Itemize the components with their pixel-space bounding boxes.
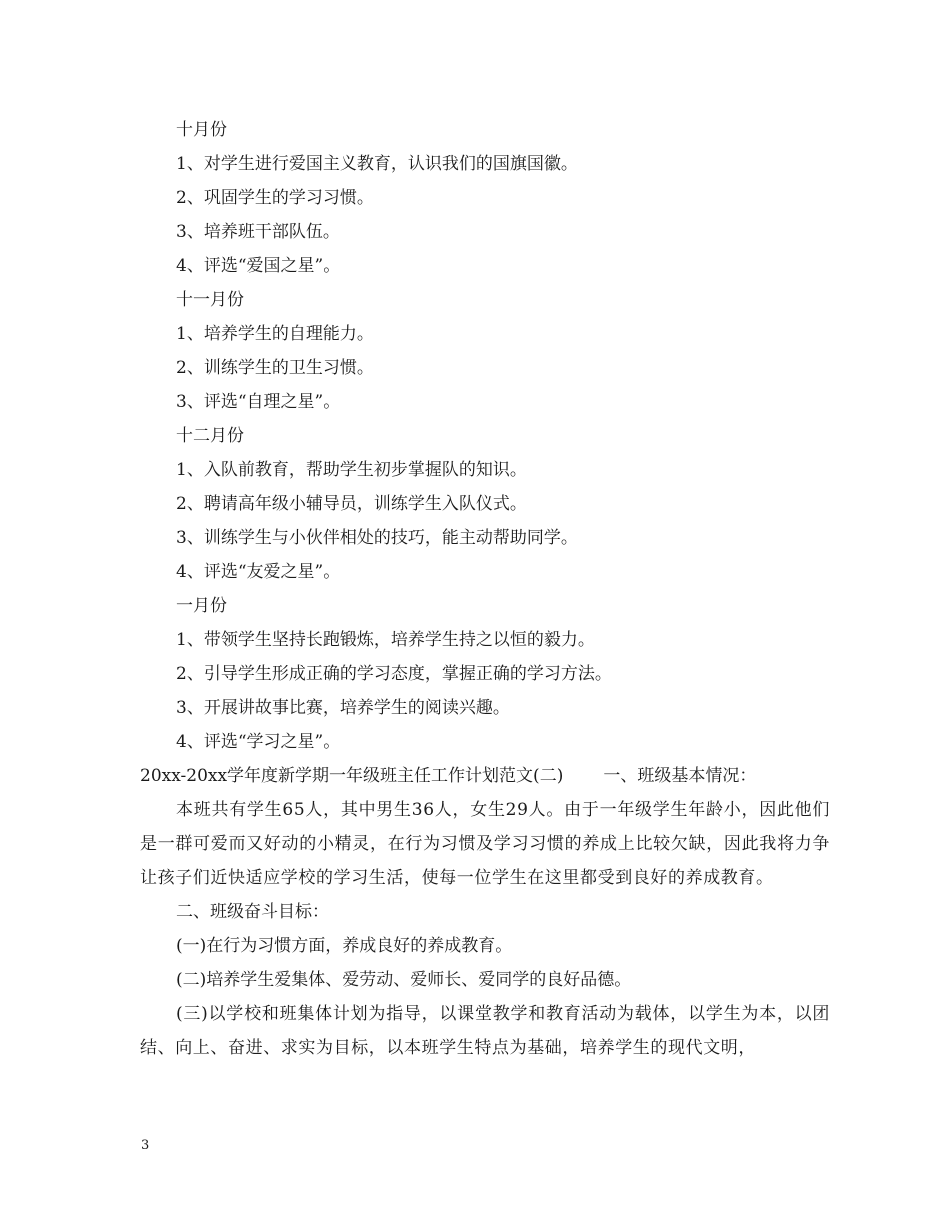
list-item: 1、培养学生的自理能力。 <box>176 324 374 344</box>
document-body <box>140 113 830 1065</box>
list-item: 1、对学生进行爱国主义教育，认识我们的国旗国徽。 <box>176 154 578 174</box>
goal-item: (一)在行为习惯方面，养成良好的养成教育。 <box>176 936 513 956</box>
list-item: 3、开展讲故事比赛，培养学生的阅读兴趣。 <box>176 698 510 718</box>
list-item: 4、评选“学习之星”。 <box>176 732 341 752</box>
month-heading-december: 十二月份 <box>176 426 244 446</box>
section-two-heading: 二、班级奋斗目标： <box>176 902 329 922</box>
list-item: 2、引导学生形成正确的学习态度，掌握正确的学习方法。 <box>176 664 612 684</box>
list-item: 3、训练学生与小伙伴相处的技巧，能主动帮助同学。 <box>176 528 578 548</box>
list-item: 2、聘请高年级小辅导员，训练学生入队仪式。 <box>176 494 527 514</box>
list-item: 1、带领学生坚持长跑锻炼，培养学生持之以恒的毅力。 <box>176 630 595 650</box>
goal-three-paragraph: (三)以学校和班集体计划为指导，以课堂教学和教育活动为载体，以学生为本，以团结、向上、奋进、求实为目标，以本班学生特点为基础，培养学生的现代文明， <box>140 1004 830 1058</box>
list-item: 3、培养班干部队伍。 <box>176 222 340 242</box>
list-item: 3、评选“自理之星”。 <box>176 392 341 412</box>
section-one-heading: 一、班级基本情况： <box>603 766 757 786</box>
goal-item: (二)培养学生爱集体、爱劳动、爱师长、爱同学的良好品德。 <box>176 970 632 990</box>
list-item: 4、评选“爱国之星”。 <box>176 256 341 276</box>
month-heading-january: 一月份 <box>176 596 227 616</box>
month-heading-november: 十一月份 <box>176 290 244 310</box>
list-item: 1、入队前教育，帮助学生初步掌握队的知识。 <box>176 460 527 480</box>
list-item: 4、评选“友爱之星”。 <box>176 562 341 582</box>
article-title-line <box>140 759 830 793</box>
month-heading-october: 十月份 <box>176 120 227 140</box>
list-item: 2、巩固学生的学习习惯。 <box>176 188 374 208</box>
basic-info-paragraph: 本班共有学生65人，其中男生36人，女生29人。由于一年级学生年龄小，因此他们是一群可爱而又好动的小精灵，在行为习惯及学习习惯的养成上比较欠缺，因此我将力争让孩子们近快适应学校的学习生活，使每一位学生在这里都受到良好的养成教育。 <box>140 800 830 888</box>
page-number: 3 <box>141 1138 150 1153</box>
list-item: 2、训练学生的卫生习惯。 <box>176 358 374 378</box>
article-title: 20xx-20xx学年度新学期一年级班主任工作计划范文(二) <box>140 766 564 786</box>
